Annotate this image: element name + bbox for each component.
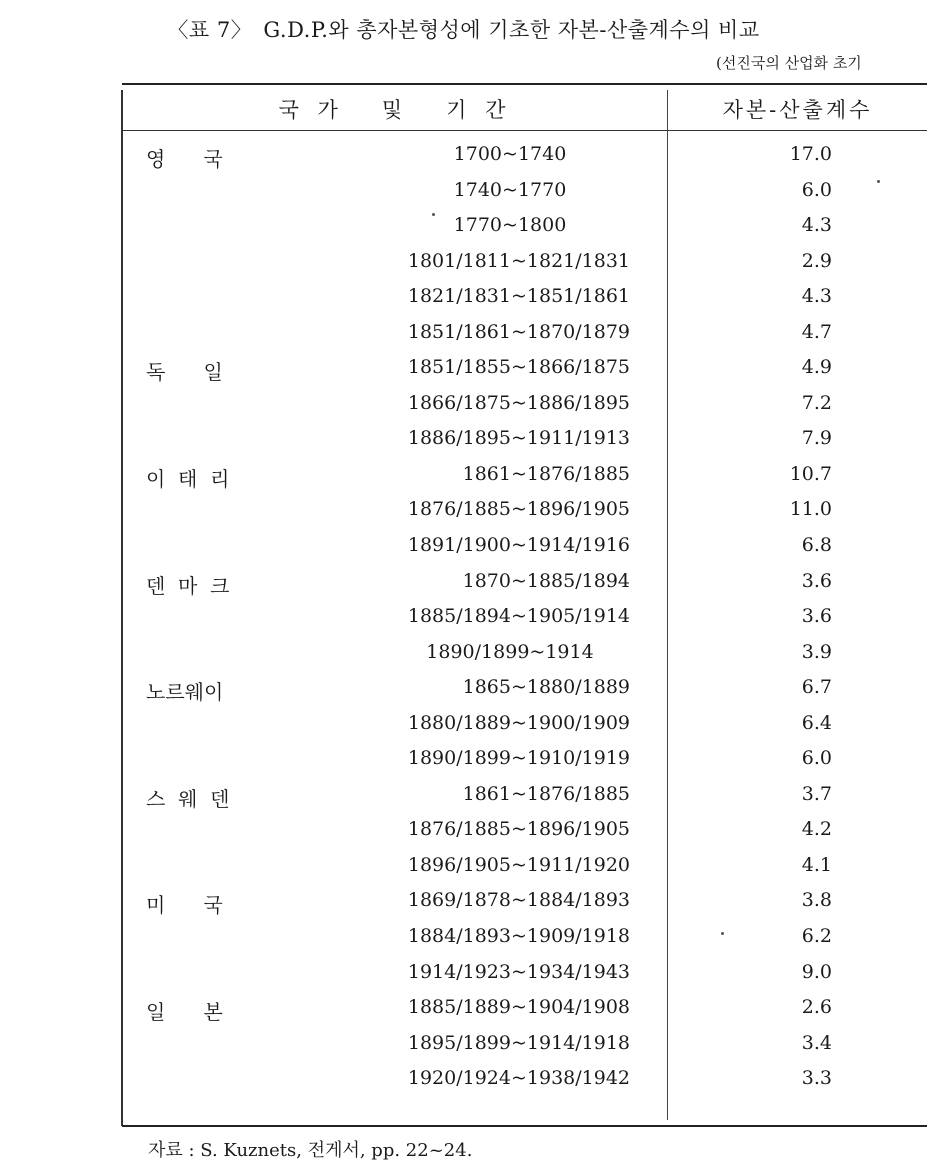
- table-row: [0, 534, 927, 570]
- period-cell: 1869/1878~1884/1893: [407, 889, 630, 912]
- period-cell: 1886/1895~1911/1913: [407, 427, 630, 450]
- period-cell: 1895/1899~1914/1918: [407, 1031, 630, 1054]
- period-cell: 1740~1770: [453, 178, 567, 201]
- table-row: [0, 605, 927, 641]
- header-rule: [122, 130, 927, 131]
- table-body: [0, 143, 927, 1103]
- header-coefficient: 자본-산출계수: [722, 98, 873, 122]
- header-country-period: 국 가 및 기 간: [278, 98, 512, 122]
- period-cell: 1801/1811~1821/1831: [407, 249, 630, 272]
- coefficient-cell: 3.7: [801, 782, 832, 805]
- coefficient-cell: 6.8: [801, 534, 832, 557]
- coefficient-cell: 4.2: [801, 818, 832, 841]
- period-cell: 1885/1889~1904/1908: [407, 996, 630, 1019]
- coefficient-cell: 3.3: [801, 1067, 832, 1090]
- table-row: [0, 570, 927, 606]
- coefficient-cell: 7.9: [801, 427, 832, 450]
- coefficient-cell: 3.4: [801, 1031, 832, 1054]
- coefficient-cell: 4.3: [801, 214, 832, 237]
- period-cell: 1861~1876/1885: [462, 782, 630, 805]
- table-number: 〈표 7〉: [167, 18, 253, 42]
- table-row: [0, 427, 927, 463]
- table-row: [0, 356, 927, 392]
- coefficient-cell: 10.7: [789, 462, 832, 485]
- country-cell: 스 웨 덴: [146, 786, 230, 811]
- period-cell: 1865~1880/1889: [462, 676, 630, 699]
- country-cell: 일 본: [146, 1000, 223, 1025]
- country-cell: 이 태 리: [146, 466, 230, 491]
- period-cell: 1896/1905~1911/1920: [407, 853, 630, 876]
- coefficient-cell: 2.6: [801, 996, 832, 1019]
- period-cell: 1891/1900~1914/1916: [407, 534, 630, 557]
- coefficient-cell: 6.7: [801, 676, 832, 699]
- period-cell: 1914/1923~1934/1943: [407, 960, 630, 983]
- table-row: [0, 285, 927, 321]
- period-cell: 1770~1800: [453, 214, 567, 237]
- period-cell: 1890/1899~1910/1919: [407, 747, 630, 770]
- source-note: 자료 : S. Kuznets, 전게서, pp. 22~24.: [148, 1140, 473, 1161]
- coefficient-cell: 9.0: [801, 960, 832, 983]
- table-subtitle: (선진국의 산업화 초기: [716, 54, 862, 72]
- coefficient-cell: 4.3: [801, 285, 832, 308]
- coefficient-cell: 4.1: [801, 853, 832, 876]
- table-row: [0, 1067, 927, 1103]
- coefficient-cell: 6.0: [801, 747, 832, 770]
- top-rule: [122, 83, 927, 85]
- coefficient-cell: 6.2: [801, 925, 832, 948]
- country-cell: 독 일: [146, 360, 223, 385]
- table-row: [0, 498, 927, 534]
- coefficient-cell: 3.6: [801, 569, 832, 592]
- coefficient-cell: 7.2: [801, 391, 832, 414]
- country-cell: 덴 마 크: [146, 573, 230, 598]
- period-cell: 1700~1740: [453, 143, 567, 165]
- scan-speck: [432, 213, 435, 216]
- period-cell: 1885/1894~1905/1914: [407, 605, 630, 628]
- table-row: [0, 641, 927, 677]
- country-cell: 노르웨이: [146, 680, 224, 705]
- table-title-text: G.D.P.와 총자본형성에 기초한 자본-산출계수의 비교: [263, 18, 760, 42]
- period-cell: 1851/1855~1866/1875: [407, 356, 630, 379]
- table-row: [0, 818, 927, 854]
- coefficient-cell: 3.6: [801, 605, 832, 628]
- table-row: [0, 889, 927, 925]
- period-cell: 1870~1885/1894: [462, 569, 630, 592]
- table-row: [0, 961, 927, 997]
- period-cell: 1884/1893~1909/1918: [407, 925, 630, 948]
- coefficient-cell: 6.4: [801, 711, 832, 734]
- period-cell: 1890/1899~1914: [426, 640, 594, 663]
- bottom-rule: [122, 1125, 927, 1127]
- period-cell: 1821/1831~1851/1861: [407, 285, 630, 308]
- period-cell: 1920/1924~1938/1942: [407, 1067, 630, 1090]
- table-row: [0, 321, 927, 357]
- table-row: [0, 676, 927, 712]
- scan-speck: [721, 932, 724, 935]
- period-cell: 1876/1885~1896/1905: [407, 498, 630, 521]
- table-row: [0, 925, 927, 961]
- coefficient-cell: 3.8: [801, 889, 832, 912]
- period-cell: 1866/1875~1886/1895: [407, 391, 630, 414]
- table-row: [0, 996, 927, 1032]
- coefficient-cell: 11.0: [789, 498, 832, 521]
- table-row: [0, 783, 927, 819]
- table-row: [0, 747, 927, 783]
- coefficient-cell: 6.0: [801, 178, 832, 201]
- period-cell: 1851/1861~1870/1879: [407, 320, 630, 343]
- table-row: [0, 179, 927, 215]
- coefficient-cell: 4.9: [801, 356, 832, 379]
- table-title: [0, 14, 927, 44]
- table-row: [0, 854, 927, 890]
- table-row: [0, 143, 927, 179]
- country-cell: 영 국: [146, 147, 223, 171]
- coefficient-cell: 17.0: [789, 143, 832, 165]
- table-row: [0, 214, 927, 250]
- table-row: [0, 463, 927, 499]
- period-cell: 1876/1885~1896/1905: [407, 818, 630, 841]
- table-row: [0, 1032, 927, 1068]
- coefficient-cell: 3.9: [801, 640, 832, 663]
- scan-speck: [877, 180, 880, 183]
- period-cell: 1861~1876/1885: [462, 462, 630, 485]
- coefficient-cell: 2.9: [801, 249, 832, 272]
- table-row: [0, 392, 927, 428]
- period-cell: 1880/1889~1900/1909: [407, 711, 630, 734]
- table-row: [0, 250, 927, 286]
- coefficient-cell: 4.7: [801, 320, 832, 343]
- country-cell: 미 국: [146, 893, 223, 918]
- table-row: [0, 712, 927, 748]
